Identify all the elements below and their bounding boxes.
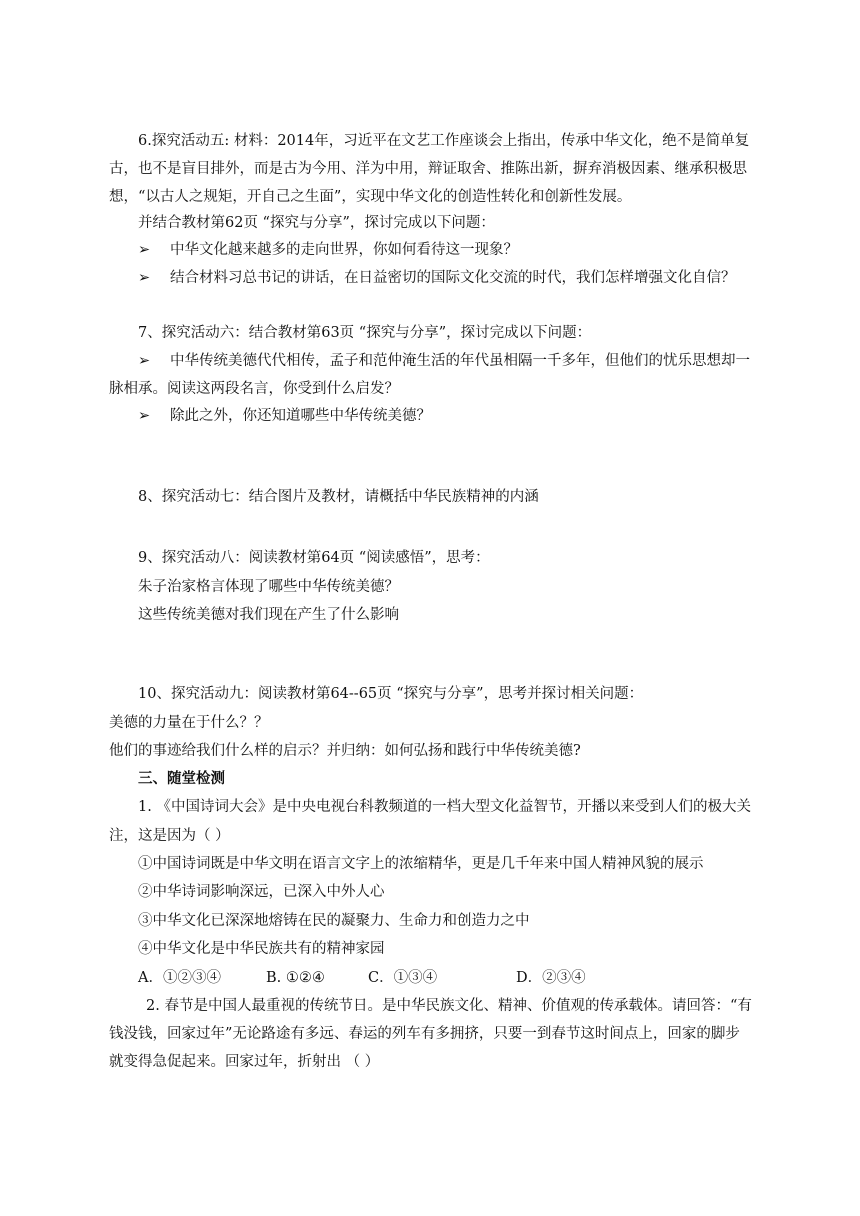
activity6-question2: ➢ 除此之外，你还知道哪些中华传统美德？ — [138, 408, 431, 424]
arrow-bullet-icon: ➢ — [138, 270, 151, 286]
activity9-line1: 10、探究活动九：阅读教材第64--65页 “探究与分享”，思考并探讨相关问题： — [138, 686, 644, 702]
activity6-question1-cont: 脉相承。阅读这两段名言，你受到什么启发？ — [109, 381, 399, 397]
question1-line1: 1. 《中国诗词大会》是中央电视台科教频道的一档大型文化益智节，开播以来受到人们的极大关 — [138, 799, 751, 815]
section3-heading: 三、随堂检测 — [138, 771, 225, 787]
activity5-question2: ➢ 结合材料习总书记的讲话，在日益密切的国际文化交流的时代，我们怎样增强文化自信？ — [138, 270, 736, 286]
activity7-line1: 8、探究活动七：结合图片及教材，请概括中华民族精神的内涵 — [138, 489, 539, 505]
question2-line1: 2. 春节是中国人最重视的传统节日。是中华民族文化、精神、价值观的传承载体。请回答：“有 — [146, 998, 752, 1014]
activity8-line1: 9、探究活动八：阅读教材第64页 “阅读感悟”，思考： — [138, 550, 490, 566]
activity8-line3: 这些传统美德对我们现在产生了什么影响 — [138, 607, 399, 623]
activity5-question1: ➢ 中华文化越来越多的走向世界，你如何看待这一现象？ — [138, 242, 518, 258]
activity5-line4: 并结合教材第62页 “探究与分享”，探讨完成以下问题： — [138, 215, 495, 231]
activity6-line1: 7、探究活动六：结合教材第63页 “探究与分享”，探讨完成以下问题： — [138, 325, 592, 341]
arrow-bullet-icon: ➢ — [138, 408, 151, 424]
activity9-line3: 他们的事迹给我们什么样的启示？并归纳：如何弘扬和践行中华传统美德? — [109, 743, 581, 759]
question1-item4: ④中华文化是中华民族共有的精神家园 — [138, 941, 385, 957]
question1-item2: ②中华诗词影响深远，已深入中外人心 — [138, 884, 385, 900]
activity9-line2: 美德的力量在于什么？？ — [109, 715, 269, 731]
question1-line2: 注，这是因为（ ） — [109, 828, 230, 844]
question2-line3: 就变得急促起来。回家过年，折射出 （ ） — [109, 1054, 380, 1070]
activity5-line3: 想，“以古人之规矩，开自己之生面”，实现中华文化的创造性转化和创新性发展。 — [109, 189, 632, 205]
question1-options — [138, 968, 586, 988]
option-d: D．②③④ — [516, 970, 586, 986]
question1-item1: ①中国诗词既是中华文明在语言文字上的浓缩精华，更是几千年来中国人精神风貌的展示 — [138, 856, 704, 872]
activity5-line2: 古，也不是盲目排外，而是古为今用、洋为中用，辩证取舍、推陈出新，摒弃消极因素、继承积极思 — [109, 161, 747, 177]
activity8-line2: 朱子治家格言体现了哪些中华传统美德？ — [138, 579, 399, 595]
option-a: A．①②③④ — [138, 970, 221, 986]
activity6-question1: ➢ 中华传统美德代代相传，孟子和范仲淹生活的年代虽相隔一千多年，但他们的忧乐思想却一 — [138, 353, 750, 369]
arrow-bullet-icon: ➢ — [138, 242, 151, 258]
question1-item3: ③中华文化已深深地熔铸在民的凝聚力、生命力和创造力之中 — [138, 913, 530, 929]
option-c: C．①③④ — [368, 970, 438, 986]
activity5-line1: 6.探究活动五: 材料：2014年，习近平在文艺工作座谈会上指出，传承中华文化，绝不是简单复 — [138, 133, 750, 149]
arrow-bullet-icon: ➢ — [138, 353, 151, 369]
question2-line2: 钱没钱，回家过年”无论路途有多远、春运的列车有多拥挤，只要一到春节这时间点上，回家的脚步 — [109, 1026, 740, 1042]
option-b: B. ①②④ — [266, 970, 325, 986]
